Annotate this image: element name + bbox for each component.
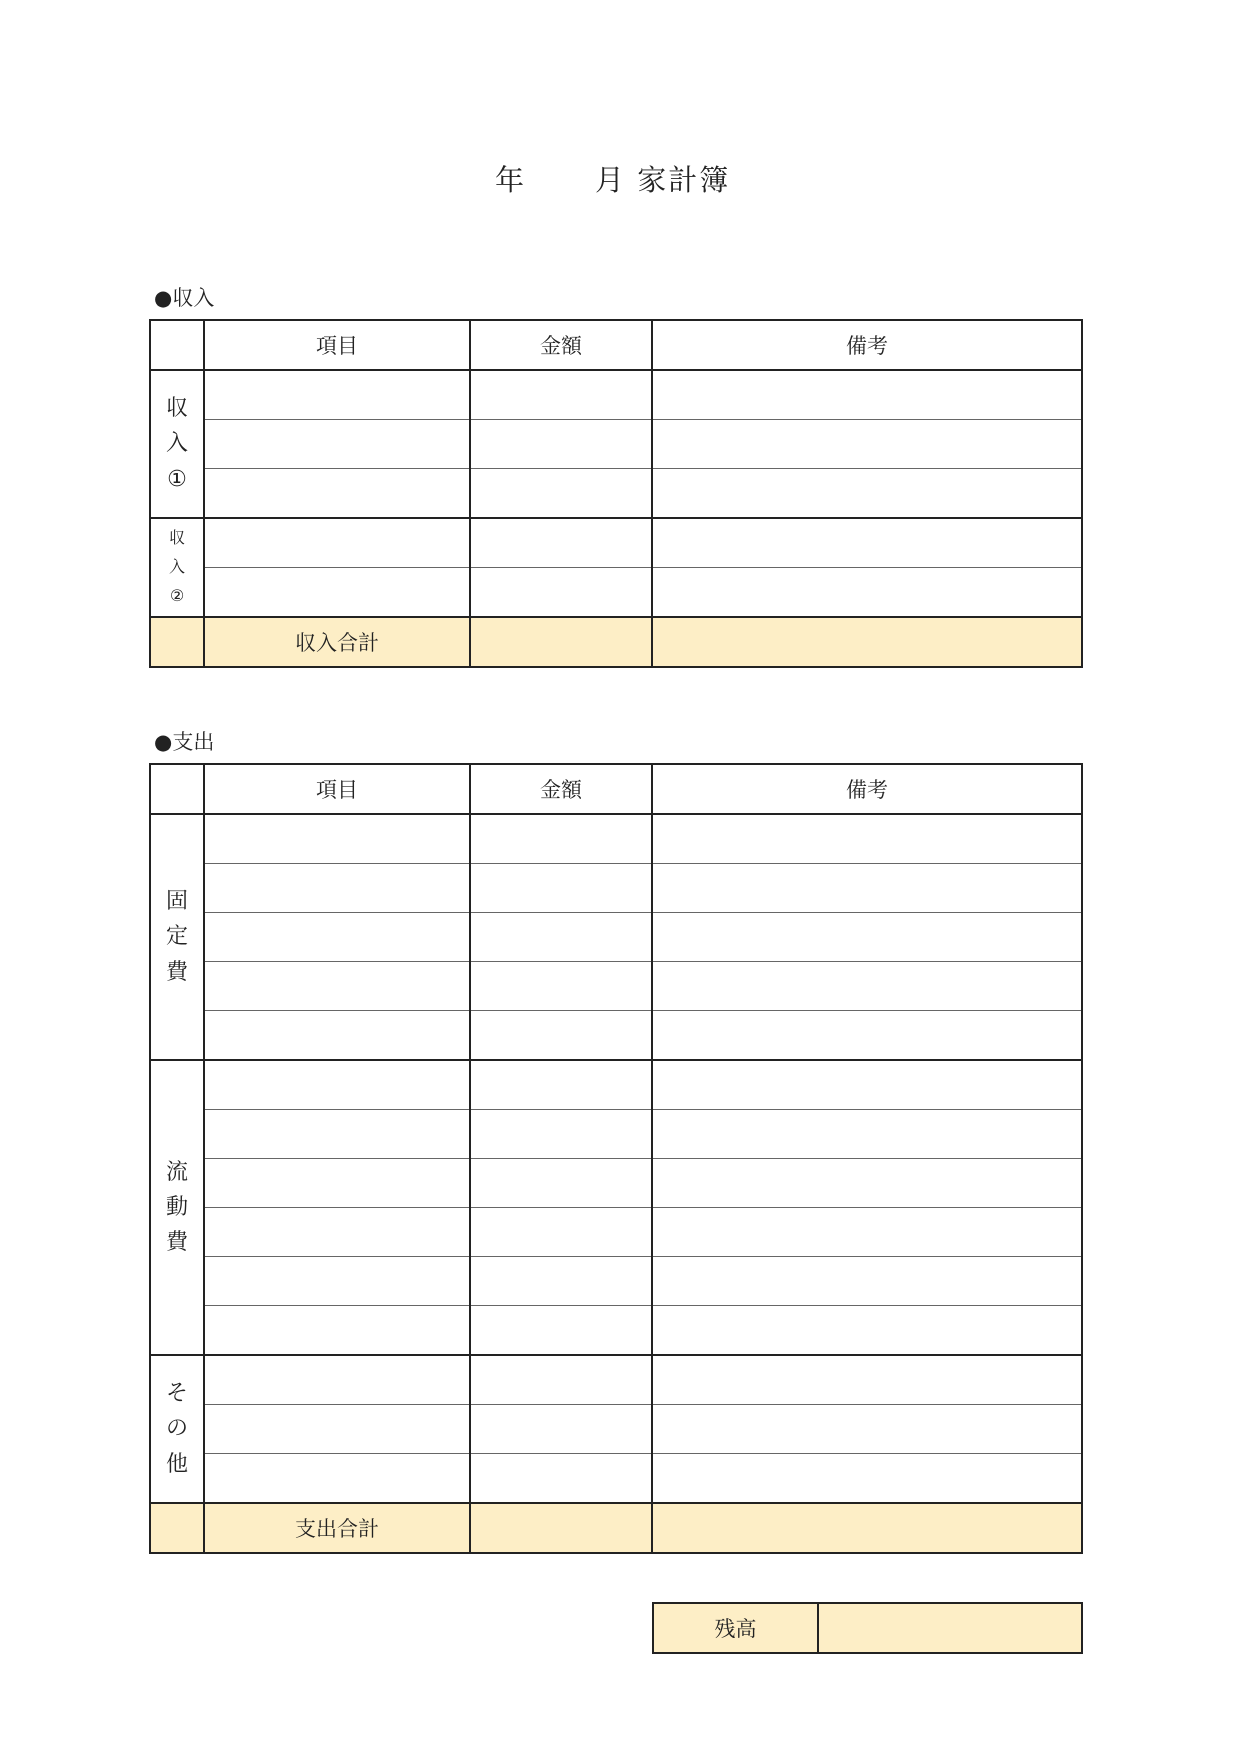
table-row	[150, 1208, 1082, 1257]
item-cell[interactable]	[204, 913, 470, 962]
amount-cell[interactable]	[470, 1306, 652, 1356]
income-header-row	[150, 320, 1082, 370]
income-total-amount[interactable]	[470, 617, 652, 667]
title-month: 月 家計簿	[595, 163, 731, 197]
item-cell[interactable]	[204, 420, 470, 469]
item-cell[interactable]	[204, 962, 470, 1011]
header-item: 項目	[204, 320, 470, 370]
note-cell[interactable]	[652, 1454, 1082, 1504]
item-cell[interactable]	[204, 469, 470, 519]
expense-section-label: ●支出	[154, 730, 215, 754]
item-cell[interactable]	[204, 1110, 470, 1159]
amount-cell[interactable]	[470, 864, 652, 913]
amount-cell[interactable]	[470, 1060, 652, 1110]
table-row	[150, 568, 1082, 618]
table-row	[150, 1159, 1082, 1208]
header-note: 備考	[652, 320, 1082, 370]
amount-cell[interactable]	[470, 1110, 652, 1159]
amount-cell[interactable]	[470, 568, 652, 618]
amount-cell[interactable]	[470, 814, 652, 864]
note-cell[interactable]	[652, 1306, 1082, 1356]
note-cell[interactable]	[652, 1405, 1082, 1454]
item-cell[interactable]	[204, 1405, 470, 1454]
amount-cell[interactable]	[470, 1159, 652, 1208]
amount-cell[interactable]	[470, 962, 652, 1011]
table-row	[150, 913, 1082, 962]
item-cell[interactable]	[204, 568, 470, 618]
item-cell[interactable]	[204, 864, 470, 913]
income-section-label: ●収入	[154, 286, 215, 310]
expense-total-label: 支出合計	[204, 1503, 470, 1553]
table-row	[150, 1257, 1082, 1306]
income-group-1-label: 収 入 ①	[150, 370, 204, 518]
item-cell[interactable]	[204, 1011, 470, 1061]
note-cell[interactable]	[652, 1208, 1082, 1257]
total-blank-cell	[150, 1503, 204, 1553]
expense-table	[149, 763, 1083, 1554]
item-cell[interactable]	[204, 1306, 470, 1356]
expense-total-note[interactable]	[652, 1503, 1082, 1553]
item-cell[interactable]	[204, 1060, 470, 1110]
header-blank	[150, 764, 204, 814]
amount-cell[interactable]	[470, 913, 652, 962]
amount-cell[interactable]	[470, 1011, 652, 1061]
amount-cell[interactable]	[470, 1355, 652, 1405]
amount-cell[interactable]	[470, 1257, 652, 1306]
note-cell[interactable]	[652, 1060, 1082, 1110]
variable-cost-label: 流 動 費	[150, 1060, 204, 1355]
amount-cell[interactable]	[470, 469, 652, 519]
note-cell[interactable]	[652, 913, 1082, 962]
note-cell[interactable]	[652, 814, 1082, 864]
table-row	[150, 1110, 1082, 1159]
item-cell[interactable]	[204, 1355, 470, 1405]
expense-total-row	[150, 1503, 1082, 1553]
header-item: 項目	[204, 764, 470, 814]
item-cell[interactable]	[204, 1454, 470, 1504]
amount-cell[interactable]	[470, 1208, 652, 1257]
note-cell[interactable]	[652, 1110, 1082, 1159]
table-row	[150, 370, 1082, 420]
note-cell[interactable]	[652, 962, 1082, 1011]
header-blank	[150, 320, 204, 370]
income-total-row	[150, 617, 1082, 667]
note-cell[interactable]	[652, 1257, 1082, 1306]
expense-header-row	[150, 764, 1082, 814]
header-note: 備考	[652, 764, 1082, 814]
note-cell[interactable]	[652, 1159, 1082, 1208]
table-row	[150, 469, 1082, 519]
total-blank-cell	[150, 617, 204, 667]
amount-cell[interactable]	[470, 370, 652, 420]
table-row	[150, 814, 1082, 864]
note-cell[interactable]	[652, 1355, 1082, 1405]
fixed-cost-label: 固 定 費	[150, 814, 204, 1060]
header-amount: 金額	[470, 764, 652, 814]
table-row	[150, 962, 1082, 1011]
table-row	[150, 864, 1082, 913]
table-row	[150, 420, 1082, 469]
expense-total-amount[interactable]	[470, 1503, 652, 1553]
table-row	[150, 1405, 1082, 1454]
balance-row	[653, 1603, 1082, 1653]
note-cell[interactable]	[652, 469, 1082, 519]
item-cell[interactable]	[204, 1257, 470, 1306]
other-cost-label: そ の 他	[150, 1355, 204, 1503]
amount-cell[interactable]	[470, 1454, 652, 1504]
note-cell[interactable]	[652, 568, 1082, 618]
income-group-2-label: 収 入 ②	[150, 518, 204, 617]
title-year: 年	[495, 163, 527, 197]
balance-value-cell[interactable]	[818, 1603, 1082, 1653]
table-row	[150, 1060, 1082, 1110]
note-cell[interactable]	[652, 1011, 1082, 1061]
item-cell[interactable]	[204, 1208, 470, 1257]
income-table	[149, 319, 1083, 668]
item-cell[interactable]	[204, 518, 470, 568]
note-cell[interactable]	[652, 518, 1082, 568]
balance-table	[652, 1602, 1083, 1654]
amount-cell[interactable]	[470, 1405, 652, 1454]
table-row	[150, 1306, 1082, 1356]
amount-cell[interactable]	[470, 420, 652, 469]
table-row	[150, 1011, 1082, 1061]
table-row	[150, 518, 1082, 568]
item-cell[interactable]	[204, 1159, 470, 1208]
header-amount: 金額	[470, 320, 652, 370]
table-row	[150, 1355, 1082, 1405]
page-title	[495, 158, 755, 202]
note-cell[interactable]	[652, 864, 1082, 913]
income-total-label: 収入合計	[204, 617, 470, 667]
balance-label: 残高	[653, 1603, 818, 1653]
table-row	[150, 1454, 1082, 1504]
amount-cell[interactable]	[470, 518, 652, 568]
item-cell[interactable]	[204, 814, 470, 864]
item-cell[interactable]	[204, 370, 470, 420]
note-cell[interactable]	[652, 420, 1082, 469]
note-cell[interactable]	[652, 370, 1082, 420]
income-total-note[interactable]	[652, 617, 1082, 667]
